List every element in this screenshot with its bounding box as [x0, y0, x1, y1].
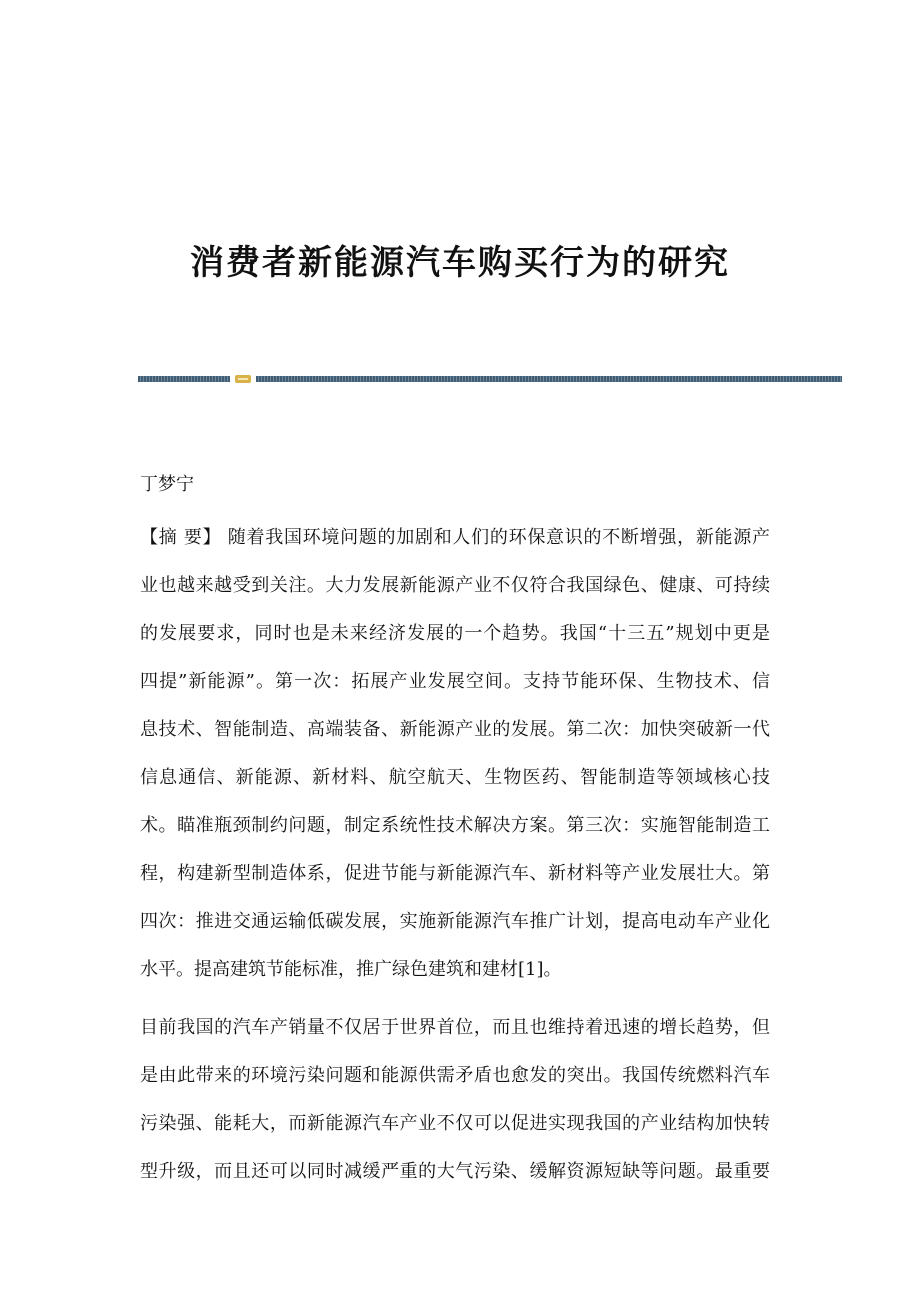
- abstract-line: 业也越来越受到关注。大力发展新能源产业不仅符合我国绿色、健康、可持续: [140, 575, 770, 596]
- body-line: 是由此带来的环境污染问题和能源供需矛盾也愈发的突出。我国传统燃料汽车: [140, 1065, 770, 1086]
- abstract-paragraph: [140, 514, 770, 994]
- title-divider: [138, 375, 842, 383]
- body-line: 型升级，而且还可以同时减缓严重的大气污染、缓解资源短缺等问题。最重要: [140, 1161, 770, 1182]
- body-paragraph: [140, 1004, 770, 1196]
- divider-left-bar: [138, 376, 230, 382]
- body-line: 污染强、能耗大，而新能源汽车产业不仅可以促进实现我国的产业结构加快转: [140, 1113, 770, 1134]
- body-line: 目前我国的汽车产销量不仅居于世界首位，而且也维持着迅速的增长趋势，但: [140, 1017, 770, 1038]
- abstract-line: 四提”新能源”。第一次：拓展产业发展空间。支持节能环保、生物技术、信: [140, 671, 770, 692]
- abstract-line: 四次：推进交通运输低碳发展，实施新能源汽车推广计划，提高电动车产业化: [140, 911, 770, 932]
- abstract-line: 术。瞄准瓶颈制约问题，制定系统性技术解决方案。第三次：实施智能制造工: [140, 815, 770, 836]
- abstract-line: 信息通信、新能源、新材料、航空航天、生物医药、智能制造等领域核心技: [140, 767, 770, 788]
- divider-right-bar: [256, 376, 842, 382]
- page-title: 消费者新能源汽车购买行为的研究: [190, 242, 730, 283]
- divider-ornament-icon: [235, 375, 251, 383]
- abstract-line: 水平。提高建筑节能标准，推广绿色建筑和建材[1]。: [140, 959, 562, 980]
- abstract-line: 的发展要求，同时也是未来经济发展的一个趋势。我国“十三五”规划中更是: [140, 623, 770, 644]
- abstract-line: 程，构建新型制造体系，促进节能与新能源汽车、新材料等产业发展壮大。第: [140, 863, 770, 884]
- abstract-line: 【摘 要】 随着我国环境问题的加剧和人们的环保意识的不断增强，新能源产: [140, 527, 770, 548]
- abstract-line: 息技术、智能制造、高端装备、新能源产业的发展。第二次：加快突破新一代: [140, 719, 770, 740]
- author-name: 丁梦宁: [140, 474, 194, 495]
